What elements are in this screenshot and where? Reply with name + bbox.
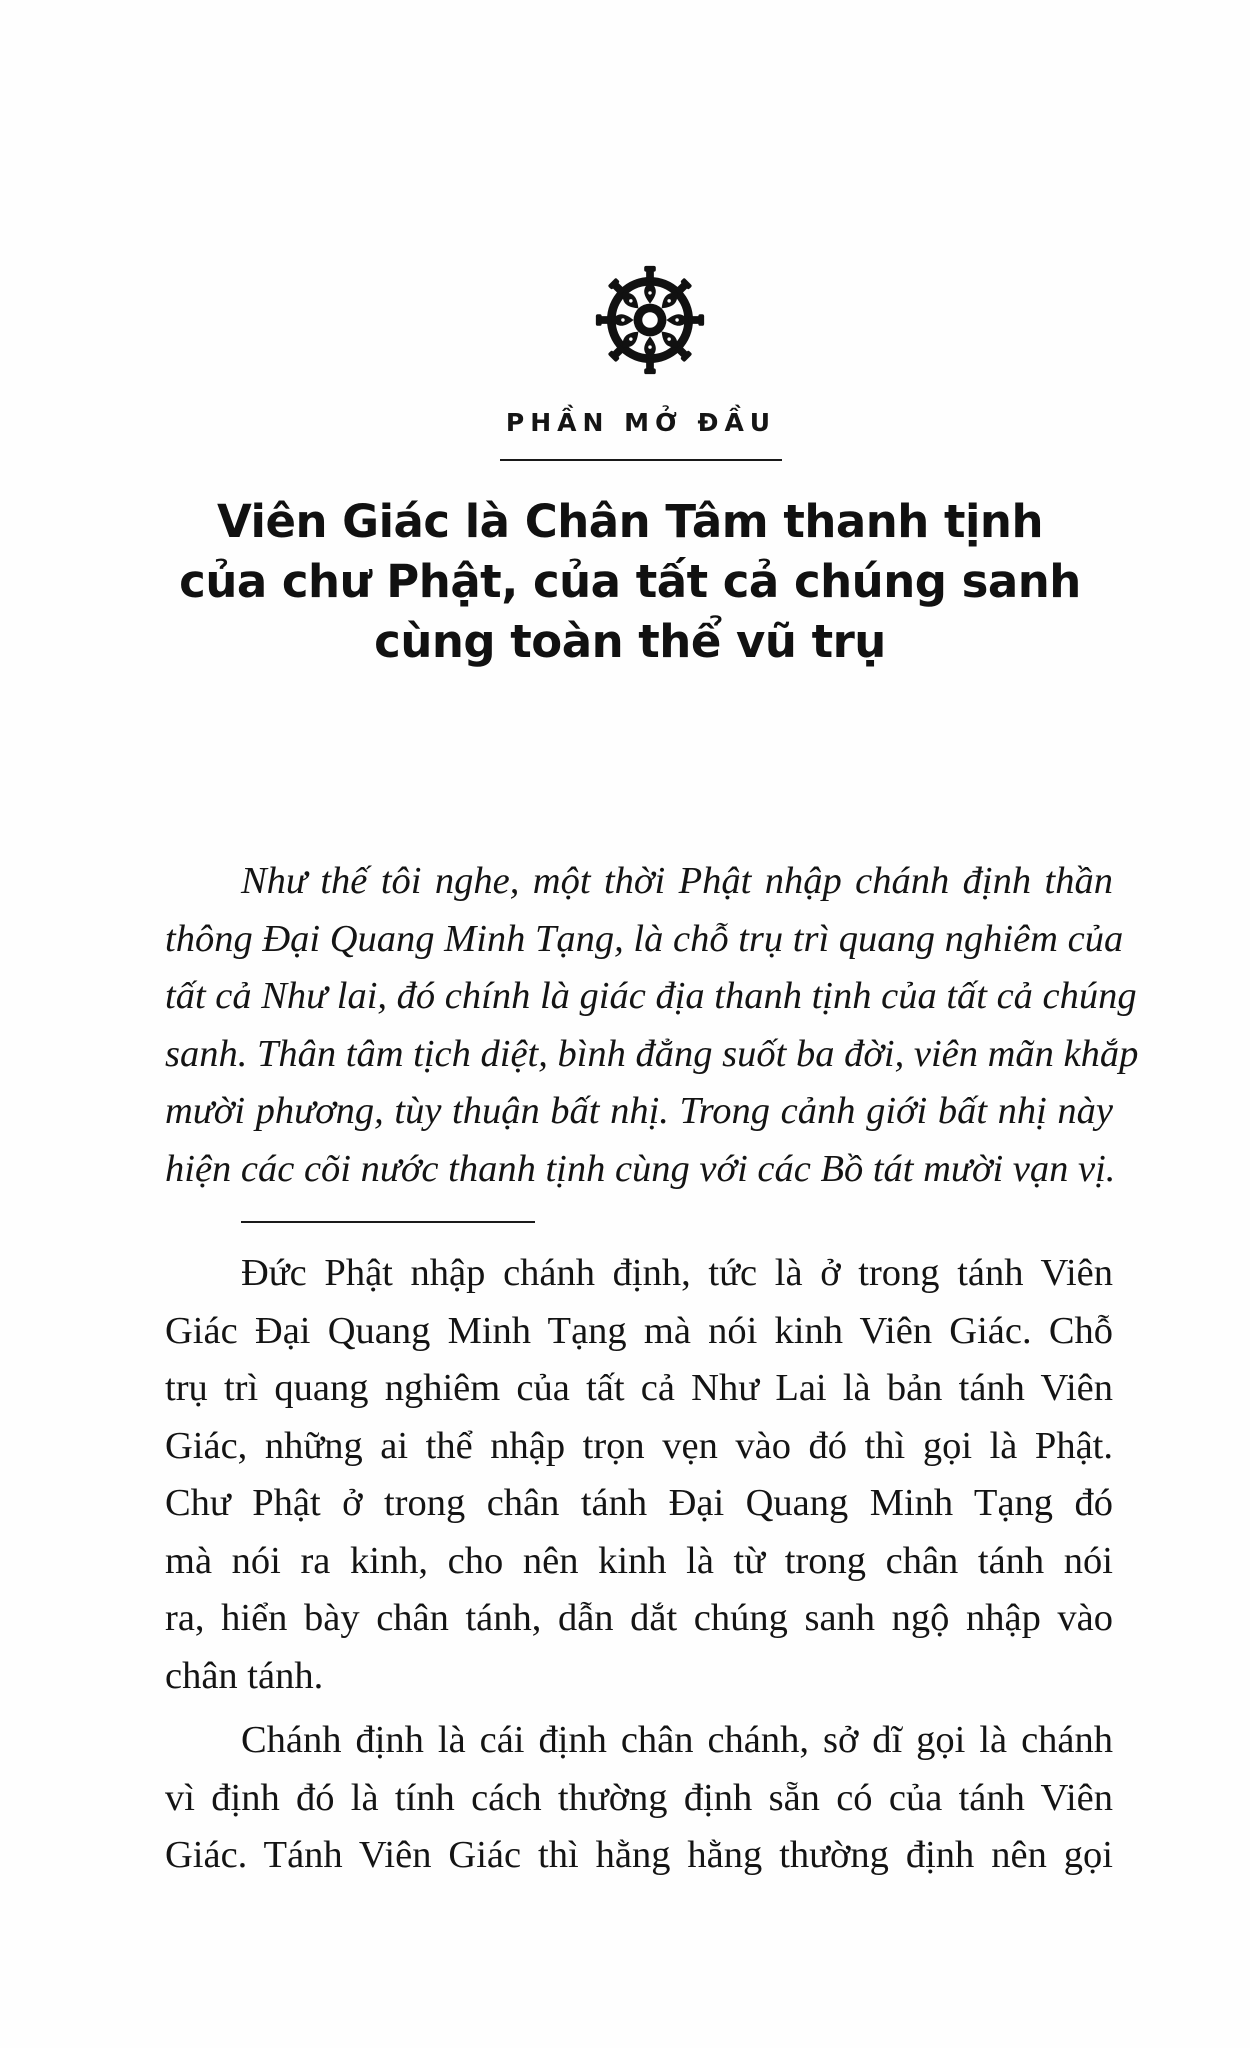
body-line: Giác Đại Quang Minh Tạng mà nói kinh Viên Giác. Chỗ bbox=[165, 1309, 1113, 1352]
quote-line: thông Đại Quang Minh Tạng, là chỗ trụ trì quang nghiêm của bbox=[165, 917, 1124, 960]
body-line: mà nói ra kinh, cho nên kinh là từ trong chân tánh nói bbox=[165, 1539, 1113, 1582]
quote-line: Như thế tôi nghe, một thời Phật nhập chánh định thần bbox=[241, 860, 1113, 902]
body-line: Đức Phật nhập chánh định, tức là ở trong tánh Viên bbox=[241, 1252, 1113, 1294]
sutra-quote bbox=[165, 853, 1139, 1198]
title-line: của chư Phật, của tất cả chúng sanh bbox=[179, 555, 1081, 608]
title-line: cùng toàn thể vũ trụ bbox=[374, 615, 886, 668]
body-paragraph bbox=[165, 1245, 1113, 1705]
quote-line: tất cả Như lai, đó chính là giác địa thanh tịnh của tất cả chúng bbox=[165, 975, 1137, 1017]
body-line: vì định đó là tính cách thường định sẵn có của tánh Viên bbox=[165, 1776, 1113, 1819]
body-paragraph bbox=[165, 1712, 1113, 1885]
body-line: trụ trì quang nghiêm của tất cả Như Lai là bản tánh Viên bbox=[165, 1367, 1113, 1409]
quote-line: mười phương, tùy thuận bất nhị. Trong cảnh giới bất nhị này bbox=[165, 1090, 1113, 1132]
quote-divider bbox=[241, 1221, 535, 1223]
dharma-wheel-icon bbox=[592, 262, 708, 378]
body-line: Giác, những ai thể nhập trọn vẹn vào đó thì gọi là Phật. bbox=[165, 1424, 1113, 1467]
quote-line: hiện các cõi nước thanh tịnh cùng với các Bồ tát mười vạn vị. bbox=[165, 1147, 1116, 1190]
section-underline bbox=[500, 459, 782, 461]
body-line: Chánh định là cái định chân chánh, sở dĩ gọi là chánh bbox=[241, 1719, 1113, 1761]
body-line: Chư Phật ở trong chân tánh Đại Quang Minh Tạng đó bbox=[165, 1482, 1113, 1524]
title-line: Viên Giác là Chân Tâm thanh tịnh bbox=[216, 495, 1043, 548]
body-line: Giác. Tánh Viên Giác thì hằng hằng thường định nên gọi bbox=[165, 1834, 1113, 1876]
body-line: chân tánh. bbox=[165, 1654, 324, 1697]
quote-line: sanh. Thân tâm tịch diệt, bình đẳng suốt ba đời, viên mãn khắp bbox=[165, 1032, 1139, 1075]
chapter-title bbox=[170, 492, 1090, 672]
section-label: PHẦN MỞ ĐẦU bbox=[505, 408, 777, 437]
body-line: ra, hiển bày chân tánh, dẫn dắt chúng sanh ngộ nhập vào bbox=[165, 1597, 1113, 1639]
